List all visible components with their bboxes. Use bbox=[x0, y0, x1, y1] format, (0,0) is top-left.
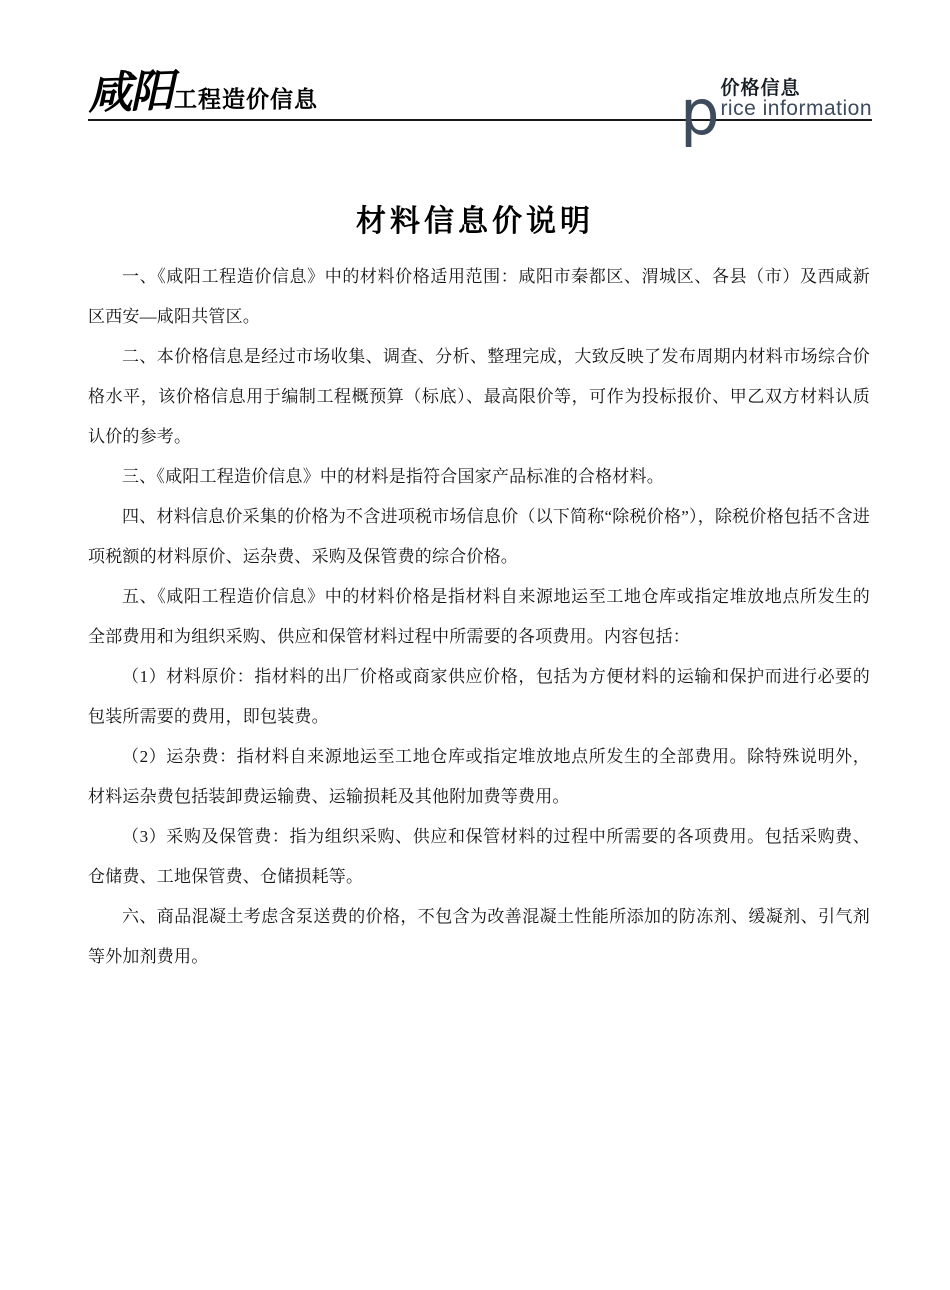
page-header bbox=[87, 0, 872, 149]
brand-title-text: 工程造价信息 bbox=[174, 86, 318, 112]
page-title: 材料信息价说明 bbox=[356, 205, 594, 238]
paragraph-item-procurement-storage: （3）采购及保管费：指为组织采购、供应和保管材料的过程中所需要的各项费用。包括采购费、仓储费、工地保管费、仓储损耗等。 bbox=[88, 827, 870, 886]
brand-calligraphy-text: 咸阳 bbox=[87, 65, 173, 120]
xianyang-brand-logo bbox=[87, 65, 318, 120]
paragraph-qualified-materials: 三、《咸阳工程造价信息》中的材料是指符合国家产品标准的合格材料。 bbox=[122, 467, 664, 486]
price-logo-letter: p bbox=[680, 75, 720, 149]
price-logo-english-label: rice information bbox=[720, 97, 872, 120]
paragraph-concrete-pumping: 六、商品混凝土考虑含泵送费的价格，不包含为改善混凝土性能所添加的防冻剂、缓凝剂、引气剂等外加剂费用。 bbox=[88, 907, 870, 966]
paragraph-scope: 一、《咸阳工程造价信息》中的材料价格适用范围：咸阳市秦都区、渭城区、各县（市）及西咸新区西安—咸阳共管区。 bbox=[88, 267, 870, 326]
paragraph-price-basis: 二、本价格信息是经过市场收集、调查、分析、整理完成，大致反映了发布周期内材料市场综合价格水平，该价格信息用于编制工程概预算（标底）、最高限价等，可作为投标报价、甲乙双方材料认质认价的参考。 bbox=[88, 347, 870, 446]
paragraph-item-original-price: （1）材料原价：指材料的出厂价格或商家供应价格，包括为方便材料的运输和保护而进行必要的包装所需要的费用，即包装费。 bbox=[88, 667, 870, 726]
price-logo-chinese-label: 价格信息 bbox=[720, 78, 801, 100]
paragraph-cost-composition: 五、《咸阳工程造价信息》中的材料价格是指材料自来源地运至工地仓库或指定堆放地点所发生的全部费用和为组织采购、供应和保管材料过程中所需要的各项费用。内容包括： bbox=[88, 587, 870, 646]
paragraph-item-freight: （2）运杂费：指材料自来源地运至工地仓库或指定堆放地点所发生的全部费用。除特殊说明外，材料运杂费包括装卸费运输费、运输损耗及其他附加费等费用。 bbox=[88, 747, 870, 806]
price-logo-stack bbox=[720, 79, 872, 119]
document-body bbox=[88, 257, 870, 977]
paragraph-tax-excluded-price: 四、材料信息价采集的价格为不含进项税市场信息价（以下简称“除税价格”），除税价格包括不含进项税额的材料原价、运杂费、采购及保管费的综合价格。 bbox=[88, 507, 870, 566]
price-information-logo bbox=[680, 75, 872, 149]
